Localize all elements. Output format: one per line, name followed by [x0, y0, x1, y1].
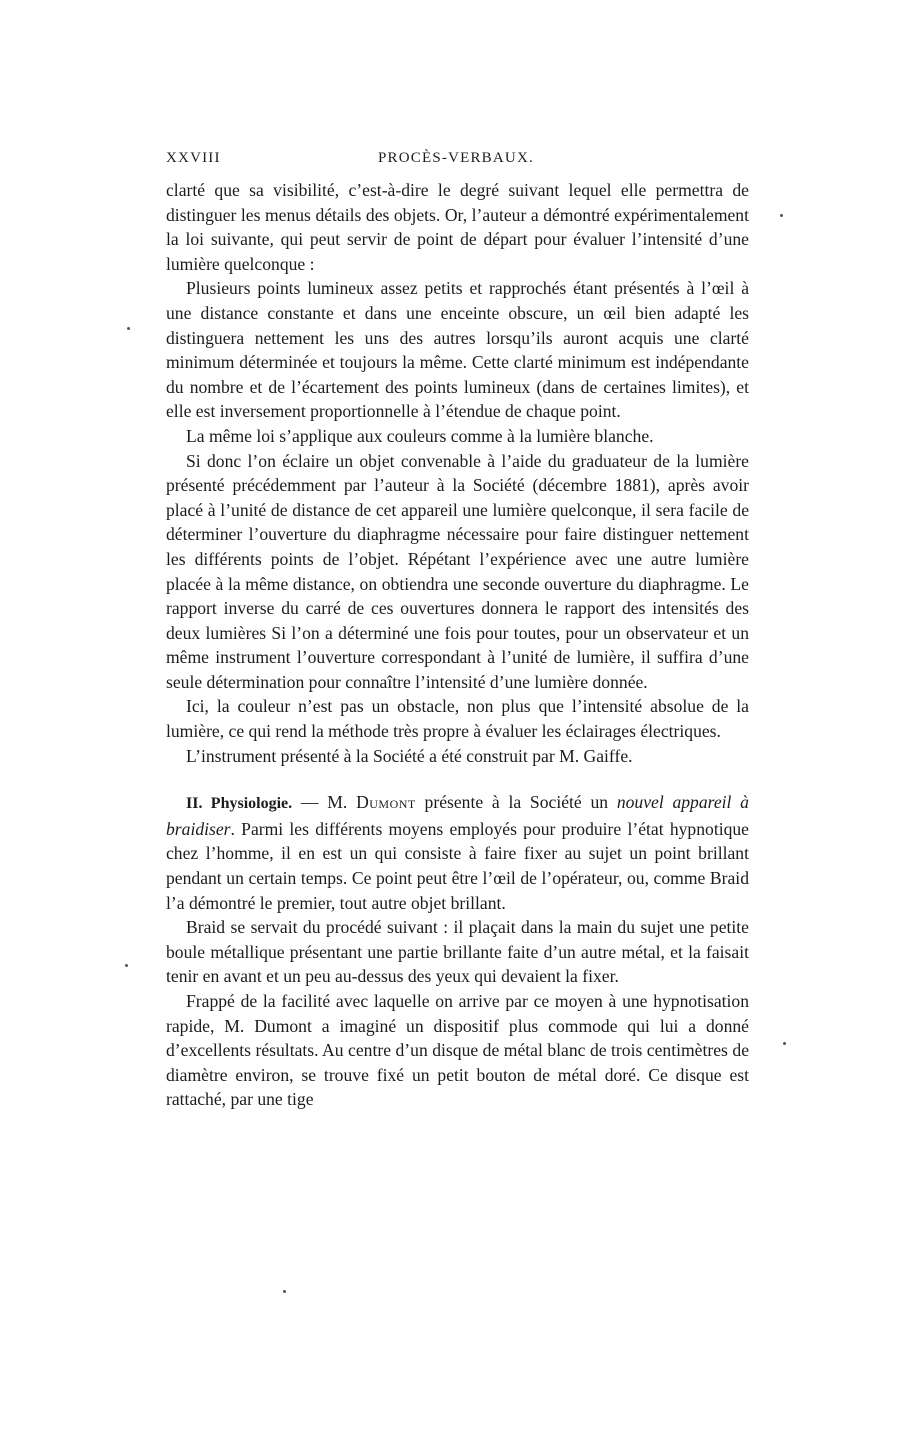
paragraph: Ici, la couleur n’est pas un obstacle, non plus que l’intensité absolue de la lumière, ce qui rend la méthode très propre à évaluer les éclairages électriques. — [166, 696, 749, 742]
speck — [780, 214, 783, 217]
running-title: PROCÈS-VERBAUX. — [378, 150, 534, 166]
section-text: . Parmi les différents moyens employés pour produire l’état hypnotique chez l’homme, il en est un qui consiste à faire fixer au sujet un point brillant pendant un certain temps. Ce point peut être l’œil de l’opérateur, ou, comme Braid l’a démontré le premier, tout autre objet brillant. — [166, 818, 749, 913]
speck — [127, 327, 130, 330]
speck — [283, 1290, 286, 1293]
speck — [783, 1042, 786, 1045]
page-number: XXVIII — [166, 150, 221, 166]
section-dash: — M. — [292, 792, 357, 813]
paragraph: La même loi s’applique aux couleurs comme à la lumière blanche. — [186, 425, 654, 446]
section-paragraph — [166, 790, 749, 915]
speck — [125, 964, 128, 967]
paragraph: L’instrument présenté à la Société a été construit par M. Gaiffe. — [186, 745, 633, 766]
section-heading: II. Physiologie. — [186, 795, 293, 813]
section-gap — [166, 768, 749, 790]
paragraph: Frappé de la facilité avec laquelle on arrive par ce moyen à une hypnotisation rapide, M. Dumont a imaginé un dispositif plus commode qui lui a donné d’excellents résultats. Au centre d’un disque de métal blanc de trois centimètres de diamètre environ, se trouve fixé un petit bouton de métal doré. Ce disque est rattaché, par une tige — [166, 991, 749, 1110]
section-verb: présente à la Société un — [415, 792, 617, 813]
device-title: nouvel appareil à braidiser — [166, 792, 749, 839]
paragraph: Plusieurs points lumineux assez petits et rapprochés étant présentés à l’œil à une distance constante et dans une enceinte obscure, un œil bien adapté les distinguera nettement les uns des autres lorsqu’ils auront acquis une clarté minimum déterminée et toujours la même. Cette clarté minimum est indépendante du nombre et de l’écartement des points lumineux (dans de certaines limites), et elle est inversement proportionnelle à l’étendue de chaque point. — [166, 278, 749, 422]
author-name: Dumont — [356, 792, 416, 813]
running-header — [166, 150, 749, 178]
paragraph: Braid se servait du procédé suivant : il plaçait dans la main du sujet une petite boule métallique présentant une partie brillante faite d’un autre métal, et la faisait tenir en avant et un peu au-dessus des yeux qui devaient la fixer. — [166, 917, 749, 987]
paragraph: Si donc l’on éclaire un objet convenable à l’aide du graduateur de la lumière présenté précédemment par l’auteur à la Société (décembre 1881), après avoir placé à l’unité de distance de cet appareil une lumière quelconque, il sera facile de déterminer l’ouverture du diaphragme nécessaire pour faire distinguer nettement les différents points de l’objet. Répétant l’expérience avec une autre lumière placée à la même distance, on obtiendra une seconde ouverture du diaphragme. Le rapport inverse du carré de ces ouvertures donnera le rapport des intensités des deux lumières Si l’on a déterminé une fois pour toutes, pour un observateur et un même instrument l’ouverture correspondant à l’unité de lumière, il suffira d’une seule détermination pour connaître l’intensité d’une lumière donnée. — [166, 450, 749, 692]
page-body — [166, 150, 749, 1112]
paragraph: clarté que sa visibilité, c’est-à-dire le degré suivant lequel elle permettra de distinguer les menus détails des objets. Or, l’auteur a démontré expérimentalement la loi suivante, qui peut servir de point de départ pour évaluer l’intensité d’une lumière quelconque : — [166, 180, 749, 274]
